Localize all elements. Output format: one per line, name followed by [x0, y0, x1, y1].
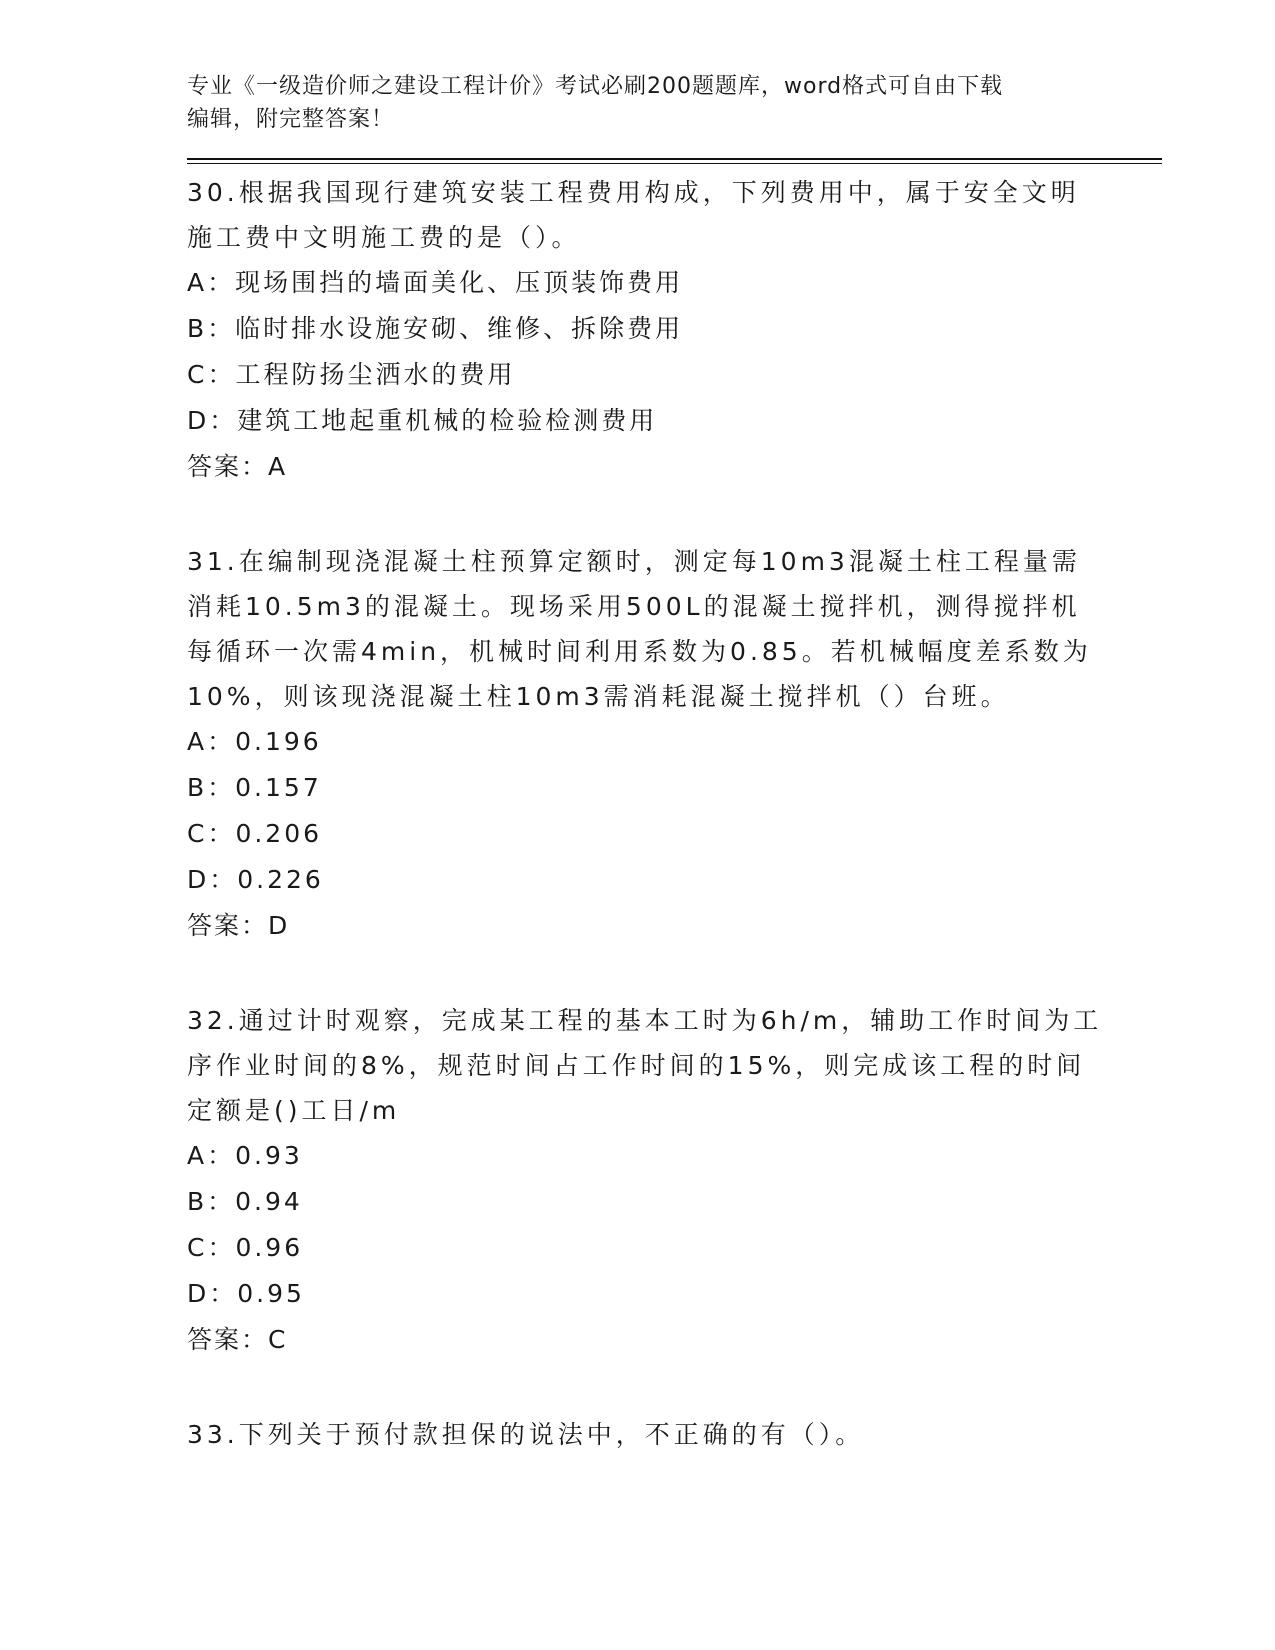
- option-a: A：0.93: [187, 1141, 303, 1170]
- option-b: B：0.94: [187, 1187, 303, 1216]
- question-line: 10%，则该现浇混凝土柱10m3需消耗混凝土搅拌机（）台班。: [187, 682, 1010, 711]
- answer: 答案：A: [187, 452, 288, 481]
- question-30: [187, 170, 1162, 490]
- question-line: 定额是()工日/m: [187, 1096, 401, 1125]
- question-line: 31.在编制现浇混凝土柱预算定额时，测定每10m3混凝土柱工程量需: [187, 547, 1081, 576]
- answer: 答案：D: [187, 911, 290, 940]
- option-a: A：现场围挡的墙面美化、压顶装饰费用: [187, 268, 684, 297]
- question-32: [187, 998, 1162, 1363]
- question-text: [187, 539, 1162, 719]
- option-c: C：0.206: [187, 819, 323, 848]
- question-line: 消耗10.5m3的混凝土。现场采用500L的混凝土搅拌机，测得搅拌机: [187, 592, 1081, 621]
- header-divider: [187, 158, 1162, 164]
- question-line: 施工费中文明施工费的是（）。: [187, 223, 581, 252]
- question-31: [187, 539, 1162, 949]
- document-page: [187, 70, 1162, 1457]
- header-line-2: 编辑，附完整答案！: [187, 107, 395, 132]
- option-d: D：建筑工地起重机械的检验检测费用: [187, 406, 658, 435]
- option-b: B：临时排水设施安砌、维修、拆除费用: [187, 314, 684, 343]
- option-d: D：0.226: [187, 865, 324, 894]
- question-line: 32.通过计时观察，完成某工程的基本工时为6h/m，辅助工作时间为工: [187, 1006, 1103, 1035]
- answer: 答案：C: [187, 1325, 288, 1354]
- option-c: C：工程防扬尘洒水的费用: [187, 360, 516, 389]
- option-a: A：0.196: [187, 727, 322, 756]
- option-c: C：0.96: [187, 1233, 304, 1262]
- question-line: 33.下列关于预付款担保的说法中，不正确的有（）。: [187, 1420, 865, 1449]
- document-header: [187, 70, 1162, 136]
- question-line: 序作业时间的8%，规范时间占工作时间的15%，则完成该工程的时间: [187, 1051, 1086, 1080]
- option-b: B：0.157: [187, 773, 322, 802]
- question-text: [187, 170, 1162, 260]
- question-line: 每循环一次需4min，机械时间利用系数为0.85。若机械幅度差系数为: [187, 637, 1092, 666]
- question-text: [187, 998, 1162, 1133]
- question-line: 30.根据我国现行建筑安装工程费用构成，下列费用中，属于安全文明: [187, 178, 1080, 207]
- option-d: D：0.95: [187, 1279, 305, 1308]
- header-line-1: 专业《一级造价师之建设工程计价》考试必刷200题题库，word格式可自由下载: [187, 74, 1004, 99]
- question-text: [187, 1412, 1162, 1457]
- question-33: [187, 1412, 1162, 1457]
